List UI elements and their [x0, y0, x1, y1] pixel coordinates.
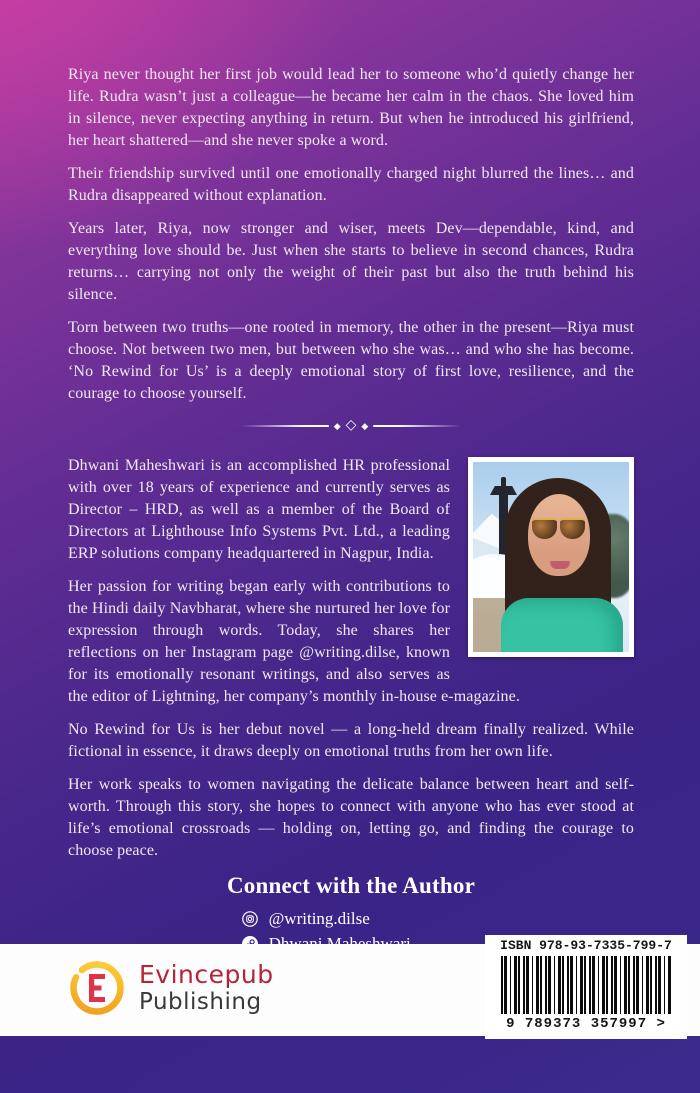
author-photo-image [473, 462, 629, 652]
divider-line [373, 425, 461, 427]
aviator-sunglasses [532, 518, 588, 539]
teal-shirt [501, 598, 623, 652]
synopsis-paragraph: Riya never thought her first job would lead her to someone who’d quietly change her life. Rudra wasn’t just a colleague—he became her calm in the chaos. She loved him in silence, never expecting anything in return. But when he introduced his girlfriend, her heart shattered—and she never spoke a word. [68, 66, 634, 149]
publisher-name: Evincepub [139, 960, 274, 990]
synopsis-paragraph: Their friendship survived until one emotionally charged night blurred the lines… and Rudra disappeared without explanation. [68, 165, 634, 204]
lamp-post-finial [501, 477, 506, 487]
synopsis-section [68, 0, 634, 405]
diamond-icon: ◆ [361, 420, 369, 431]
sunglass-lens [532, 518, 557, 539]
ornamental-divider [216, 419, 486, 433]
publisher-tagline: Publishing [139, 988, 262, 1015]
bio-paragraph: No Rewind for Us is her debut novel — a long-held dream finally realized. While fictional in essence, it draws deeply on emotional truths from her own life. [68, 721, 634, 760]
publisher-footer [0, 938, 700, 1036]
sunglass-lens [560, 518, 585, 539]
synopsis-paragraph: Years later, Riya, now stronger and wiser, meets Dev—dependable, kind, and everything love should be. Just when she starts to believe in second chances, Rudra returns… carrying not only the weight of their past but also the truth behind his silence. [68, 220, 634, 303]
diamond-outline-icon: ◇ [345, 418, 357, 433]
bio-paragraph: Her work speaks to women navigating the delicate balance between heart and self-worth. Through this story, she hopes to connect with anyone who has ever stood at life’s emotional crossroads — holding on, letting go, and finding the courage to choose peace. [68, 776, 634, 859]
bio-paragraph: Her passion for writing began early with contributions to the Hindi daily Navbharat, where she nurtured her love for expression through words. Today, she shares her reflections on her Instagram page @writing.dilse, known for its emotionally resonant writings, and also serves as the editor of Lightning, her company’s monthly in-house e-magazine. [68, 578, 520, 705]
bio-paragraph: Dhwani Maheshwari is an accomplished HR professional with over 18 years of experience and currently serves as Director – HRD, as well as a member of the Board of Directors at Lighthouse Info Systems Pvt. Ltd., a leading ERP solutions company headquartered in Nagpur, India. [68, 457, 450, 562]
diamond-icon: ◆ [333, 420, 341, 431]
isbn-barcode [485, 935, 687, 1039]
isbn-label: ISBN 978-93-7335-799-7 [500, 938, 672, 953]
instagram-icon [242, 911, 258, 927]
publisher-logo [68, 958, 274, 1018]
social-link-instagram [242, 909, 461, 929]
publisher-wordmark [139, 961, 274, 1015]
social-link-label: @writing.dilse [268, 909, 370, 928]
author-photo [468, 457, 634, 657]
barcode-bars [501, 956, 671, 1014]
evincepub-logo-icon [68, 958, 126, 1018]
connect-heading: Connect with the Author [226, 873, 476, 898]
author-smile [550, 561, 570, 569]
divider-line [241, 425, 329, 427]
synopsis-paragraph: Torn between two truths—one rooted in memory, the other in the present—Riya must choose. Not between two men, but between who she was… and who she has become. ‘No Rewind for Us’ is a deeply emotional story of first love, resilience, and the courage to choose yourself. [68, 319, 634, 402]
barcode-digits: 9 789373 357997 > [506, 1016, 666, 1032]
author-bio-section [68, 455, 634, 862]
cover-content [68, 0, 634, 984]
